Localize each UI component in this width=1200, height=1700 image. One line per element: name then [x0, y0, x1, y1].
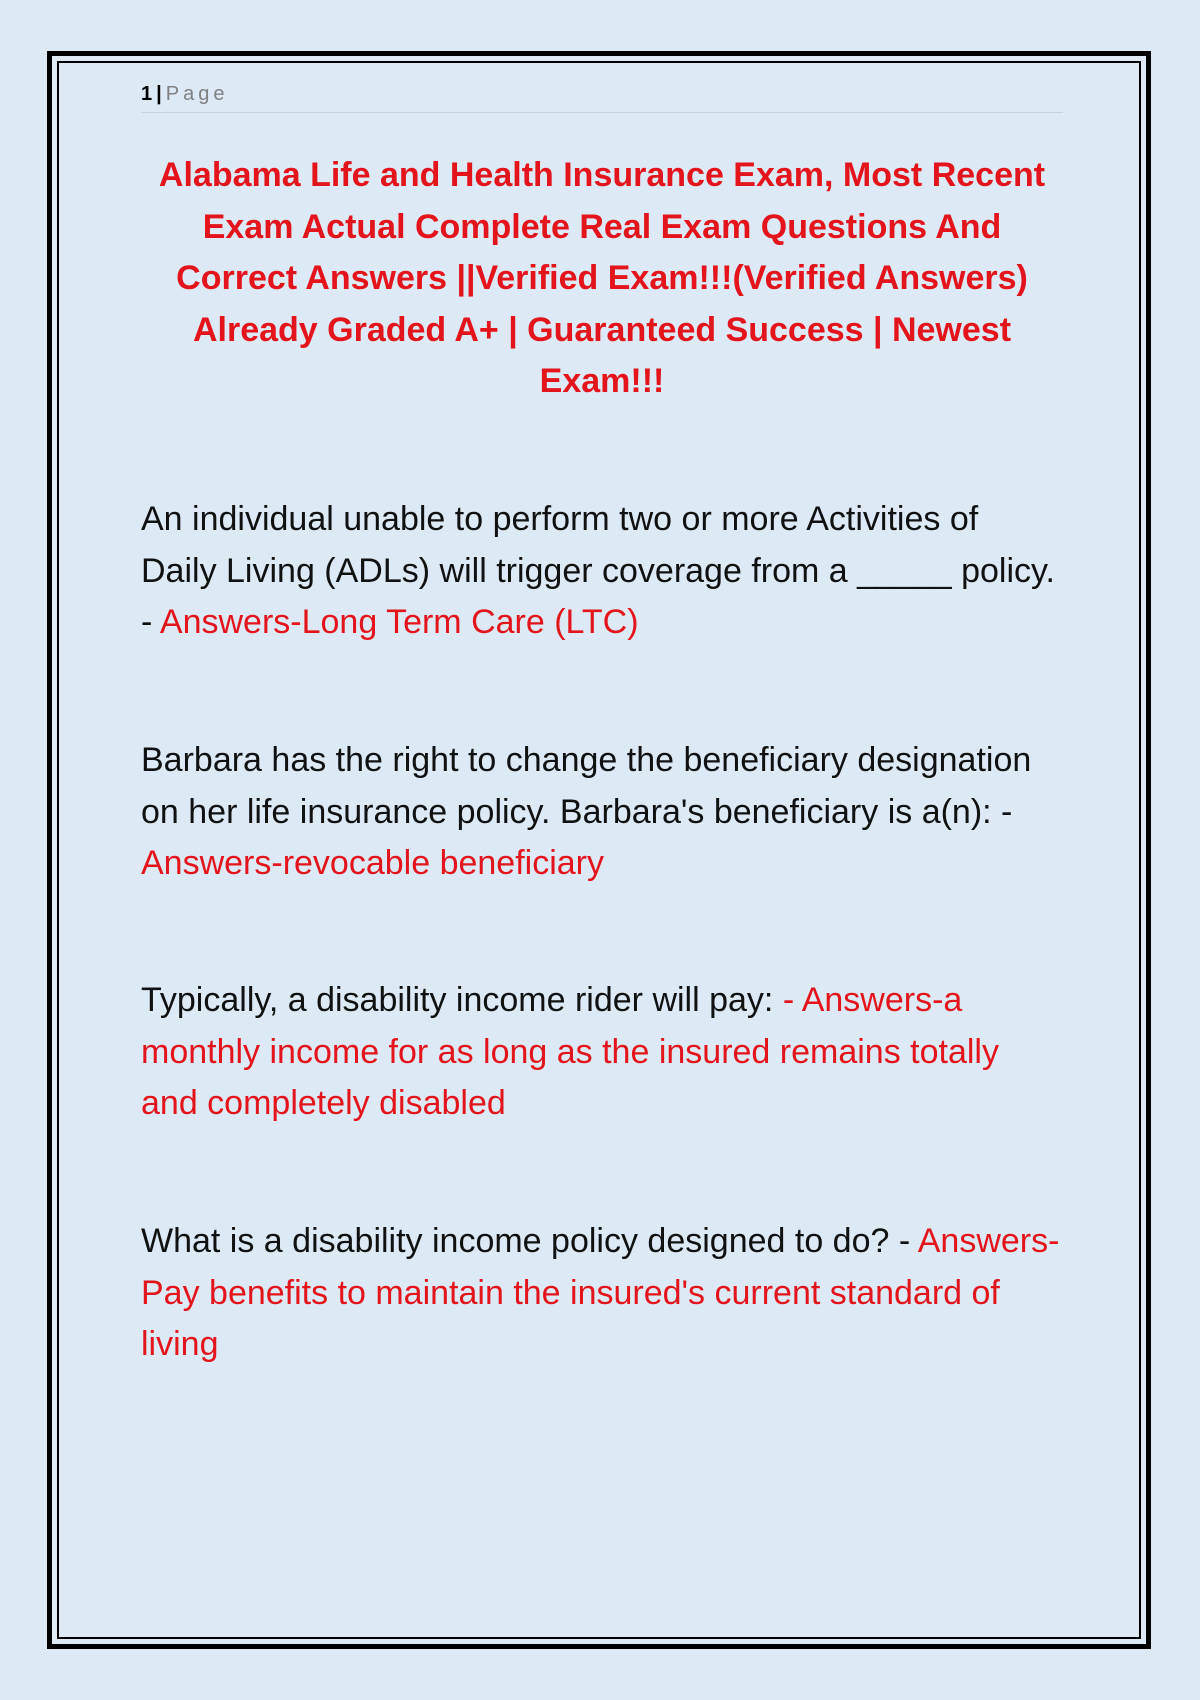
document-title: Alabama Life and Health Insurance Exam, Most Recent Exam Actual Complete Real Exam Questions And Correct Answers ||Verified Exam!!!(Verified Answers) Already Graded A+ | Guaranteed Success | Newest Exam!!! [158, 156, 1046, 400]
answer-text: - Answers-a monthly income for as long as the insured remains totally and completely disabled [141, 981, 999, 1122]
qa-item [141, 975, 1063, 1130]
question-text: Barbara has the right to change the beneficiary designation on her life insurance policy. Barbara's beneficiary is a(n): - [141, 741, 1032, 831]
page-number: 1 [141, 83, 153, 105]
question-text: Typically, a disability income rider will pay: [141, 981, 774, 1019]
page-header [141, 80, 1063, 113]
qa-item [141, 494, 1063, 649]
page-header-separator: | [156, 83, 162, 105]
question-text: What is a disability income policy designed to do? - [141, 1222, 911, 1260]
qa-item [141, 735, 1063, 890]
question-text: An individual unable to perform two or more Activities of Daily Living (ADLs) will trigger coverage from a _____ policy. - [141, 500, 1055, 641]
page-label: Page [165, 83, 229, 105]
answer-text: Answers-Pay benefits to maintain the insured's current standard of living [141, 1222, 1060, 1363]
qa-item [141, 1216, 1063, 1371]
answer-text: Answers-revocable beneficiary [141, 844, 604, 882]
answer-text: Answers-Long Term Care (LTC) [159, 603, 639, 641]
